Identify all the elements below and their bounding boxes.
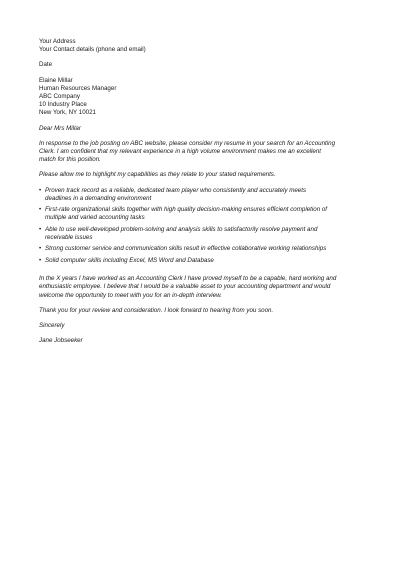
intro-line: In response to the job posting on ABC website, please consider my resume in your search for an Accounting	[39, 139, 336, 147]
intro-paragraph	[39, 140, 373, 165]
signature-name: Jane Jobseeker	[39, 337, 83, 345]
list-item	[39, 245, 373, 253]
capabilities-intro: Please allow me to highlight my capabilities as they relate to your stated requirements.	[39, 171, 276, 179]
letter-date: Date	[39, 61, 53, 69]
bullet-icon: •	[39, 186, 42, 194]
bullet-icon: •	[39, 206, 42, 214]
sender-address: Your Address	[39, 38, 76, 45]
list-item	[39, 257, 373, 265]
capability-text: Strong customer service and communication skills result in effective collaborative working relationships	[45, 245, 327, 253]
recipient-company: ABC Company	[39, 93, 80, 101]
capability-text: multiple and varied accounting tasks	[45, 214, 145, 222]
sender-contact: Your Contact details (phone and email)	[39, 46, 146, 54]
recipient-city: New York, NY 10021	[39, 109, 96, 117]
capability-text: Proven track record as a reliable, dedicated team player who consistently and accurately meets	[45, 186, 307, 194]
intro-line: Clerk. I am confident that my relevant experience in a high volume environment makes me an excellent	[39, 148, 322, 156]
recipient-block	[39, 77, 373, 118]
capability-text: Solid computer skills including Excel, MS Word and Database	[45, 256, 214, 264]
intro-line: match for this position.	[39, 156, 101, 164]
capability-text: receivable issues	[45, 234, 93, 242]
capabilities-list	[39, 187, 373, 265]
capability-text: Able to use well-developed problem-solving and analysis skills to satisfactorily resolve payment and	[45, 225, 318, 233]
bullet-icon: •	[39, 245, 42, 253]
list-item	[39, 206, 373, 222]
recipient-title: Human Resources Manager	[39, 84, 117, 92]
sender-block	[39, 38, 373, 54]
bullet-icon: •	[39, 225, 42, 233]
capability-text: deadlines in a demanding environment	[45, 194, 152, 202]
experience-line: enthusiastic employee. I believe that I would be a valuable asset to your accounting department and would	[39, 283, 331, 291]
list-item	[39, 226, 373, 242]
salutation: Dear Mrs Millar	[39, 124, 81, 132]
experience-line: In the X years I have worked as an Accounting Clerk I have proved myself to be a capable, hard working and	[39, 275, 337, 283]
experience-line: welcome the opportunity to meet with you for an in-depth interview.	[39, 291, 222, 299]
capability-text: First-rate organizational skills together with high quality decision-making ensures efficient completion of	[45, 206, 328, 214]
thanks-line: Thank you for your review and consideration. I look forward to hearing from you soon.	[39, 306, 274, 314]
recipient-name: Elaine Millar	[39, 76, 73, 84]
experience-paragraph	[39, 275, 373, 300]
closing: Sincerely	[39, 322, 65, 330]
recipient-street: 10 Industry Place	[39, 101, 87, 109]
list-item	[39, 187, 373, 203]
bullet-icon: •	[39, 256, 42, 264]
